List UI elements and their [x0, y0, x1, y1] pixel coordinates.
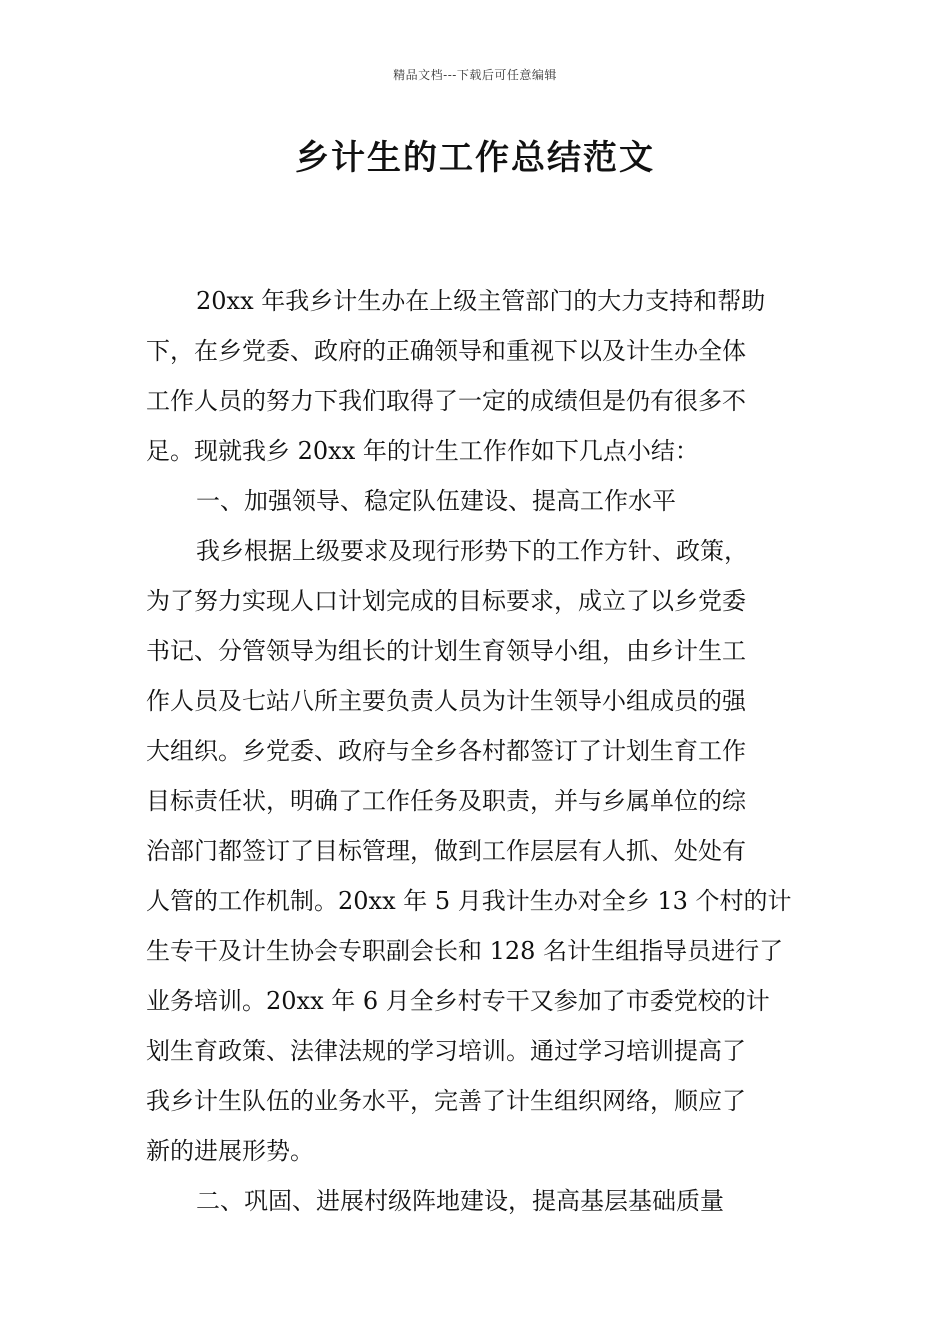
- paragraph-line: 下，在乡党委、政府的正确领导和重视下以及计生办全体: [146, 337, 746, 365]
- paragraph-line: 新的进展形势。: [146, 1137, 314, 1165]
- paragraph-line: 20xx 年我乡计生办在上级主管部门的大力支持和帮助: [196, 287, 766, 315]
- paragraph-line: 我乡根据上级要求及现行形势下的工作方针、政策，: [196, 537, 748, 565]
- section-heading: 一、加强领导、稳定队伍建设、提高工作水平: [196, 487, 676, 515]
- paragraph-line: 业务培训。20xx 年 6 月全乡村专干又参加了市委党校的计: [146, 987, 770, 1015]
- paragraph-line: 划生育政策、法律法规的学习培训。通过学习培训提高了: [146, 1037, 746, 1065]
- paragraph-line: 工作人员的努力下我们取得了一定的成绩但是仍有很多不: [146, 387, 746, 415]
- paragraph-line: 人管的工作机制。20xx 年 5 月我计生办对全乡 13 个村的计: [146, 887, 792, 915]
- paragraph-line: 目标责任状，明确了工作任务及职责，并与乡属单位的综: [146, 787, 746, 815]
- paragraph-line: 我乡计生队伍的业务水平，完善了计生组织网络，顺应了: [146, 1087, 746, 1115]
- paragraph-line: 治部门都签订了目标管理，做到工作层层有人抓、处处有: [146, 837, 746, 865]
- header-note: 精品文档---下载后可任意编辑: [393, 68, 557, 82]
- section-heading: 二、巩固、进展村级阵地建设，提高基层基础质量: [196, 1187, 724, 1215]
- paragraph-line: 书记、分管领导为组长的计划生育领导小组，由乡计生工: [146, 637, 746, 665]
- paragraph-line: 大组织。乡党委、政府与全乡各村都签订了计划生育工作: [146, 737, 746, 765]
- paragraph-line: 作人员及七站八所主要负责人员为计生领导小组成员的强: [146, 687, 746, 715]
- paragraph-line: 足。现就我乡 20xx 年的计生工作作如下几点小结：: [146, 437, 699, 465]
- paragraph-line: 生专干及计生协会专职副会长和 128 名计生组指导员进行了: [146, 937, 784, 965]
- document-title: 乡计生的工作总结范文: [295, 138, 655, 178]
- paragraph-line: 为了努力实现人口计划完成的目标要求，成立了以乡党委: [146, 587, 746, 615]
- document-body: [146, 276, 808, 1226]
